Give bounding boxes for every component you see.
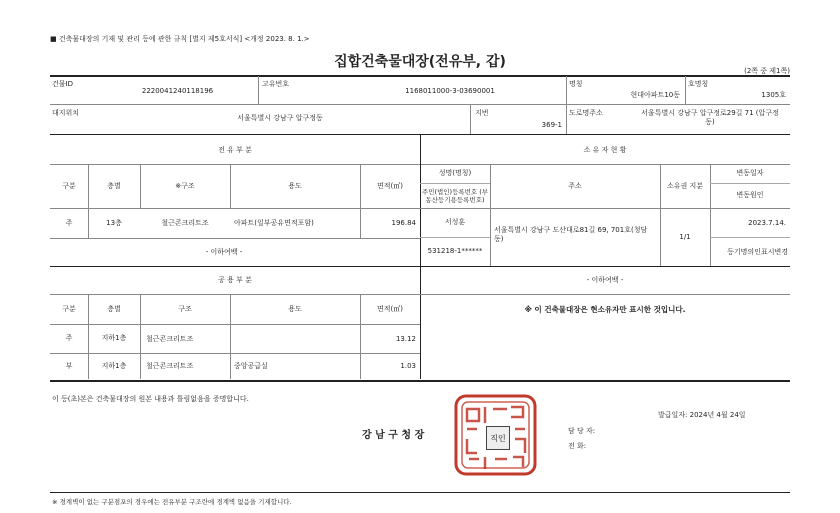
owner-section-title: 소 유 자 현 황 [583,145,627,154]
ex-row-area: 196.84 [391,219,416,227]
cm-h-structure: 구조 [178,304,192,313]
lot-number: 369-1 [541,121,562,129]
name-label: 명칭 [569,80,583,88]
ex-h-usage: 용도 [288,181,302,190]
ex-h-structure: ※구조 [175,181,195,190]
ex-end-text: - 이하여백 - [205,247,243,256]
cm-row1-floor: 지하1층 [101,334,127,342]
cm-row1-usage [234,324,358,353]
common-section-title: 공 용 부 분 [218,275,252,284]
unit-name: 1305호 [761,91,786,99]
ex-h-type: 구분 [62,181,76,190]
ex-row-usage: 아파트(일부공유면적포함) [234,219,314,227]
site-label: 대지위치 [52,109,80,117]
owner-change-cause: 등기명의인표시변경 [727,247,788,256]
building-name: 현대아파트10동 [630,91,680,99]
owner-h-addr: 주소 [568,181,582,190]
certify-text: 이 등(초)본은 건축물대장의 원본 내용과 틀림없음을 증명합니다. [52,395,249,403]
owner-h-name: 성명(명칭) [438,169,472,177]
issue-date: 발급일자: 2024년 4월 24일 [658,411,746,419]
cm-row2-structure: 철근콘크리트조 [146,362,194,370]
owner-end-text: - 이하여백 - [586,275,624,284]
ex-row-type: 주 [65,218,73,227]
legal-basis: ■ 건축물대장의 기재 및 관리 등에 관한 규칙 [별지 제5호서식] <개정 2023. 8. 1.> [50,35,310,43]
cm-h-area: 면적(㎡) [377,304,403,313]
owner-address: 서울특별시 강남구 도산대로81길 69, 701호(청담동) [494,226,648,243]
cm-row1-type: 주 [65,334,73,342]
ex-h-area: 면적(㎡) [377,181,403,190]
cm-row2-usage: 중앙공급실 [234,362,268,370]
ex-row-structure: 철근콘크리트조 [161,218,209,227]
unit-label: 호명칭 [688,80,709,88]
cm-row1-structure: 철근콘크리트조 [146,334,194,343]
issuer-name: 강 남 구 청 장 [362,430,425,441]
building-id-label: 건물ID [52,80,73,88]
unique-no: 1168011000-3-03690001 [405,86,495,95]
owner-note: ※ 이 건축물대장은 현소유자만 표시한 것입니다. [524,304,686,314]
owner-name: 서성훈 [444,218,466,226]
unique-no-label: 고유번호 [262,80,290,88]
phone-label: 전 화: [568,442,587,450]
owner-h-date: 변동일자 [736,169,764,177]
road-label: 도로명주소 [569,109,603,117]
cm-row2-area: 1.03 [400,362,416,370]
seal-label: 직인 [486,426,510,450]
cm-row2-floor: 지하1층 [101,361,127,370]
ex-row-floor: 13층 [106,218,122,227]
page-title: 집합건축물대장(전유부, 갑) [334,54,506,70]
footnote: ※ 경계벽이 없는 구분점포의 경우에는 전유부분 구조란에 경계벽 없음을 기재합니다. [52,498,292,506]
person-in-charge-label: 담 당 자: [568,427,596,435]
owner-h-cause: 변동원인 [736,191,764,199]
owner-reg-no: 531218-1****** [427,247,483,255]
owner-change-date: 2023.7.14. [748,218,786,227]
owner-share: 1/1 [679,232,691,241]
site-location: 서울특별시 강남구 압구정동 [237,113,323,122]
cm-h-floor: 층별 [107,304,121,313]
building-id: 2220041240118196 [141,86,214,95]
ex-h-floor: 층별 [107,181,121,190]
cm-h-type: 구분 [62,304,76,313]
cm-row1-area: 13.12 [395,334,416,343]
exclusive-section-title: 전 유 부 분 [218,145,252,154]
page-info: (2쪽 중 제1쪽) [744,67,790,75]
owner-h-reg: 주민(법인)등록번호 (부동산등기용등록번호) [421,187,489,204]
road-address: 서울특별시 강남구 압구정로29길 71 (압구정동) [641,109,779,126]
owner-h-share: 소유권 지분 [666,181,704,190]
lot-label: 지번 [475,109,489,117]
cm-h-usage: 용도 [288,304,302,313]
cm-row2-type: 부 [65,361,73,370]
